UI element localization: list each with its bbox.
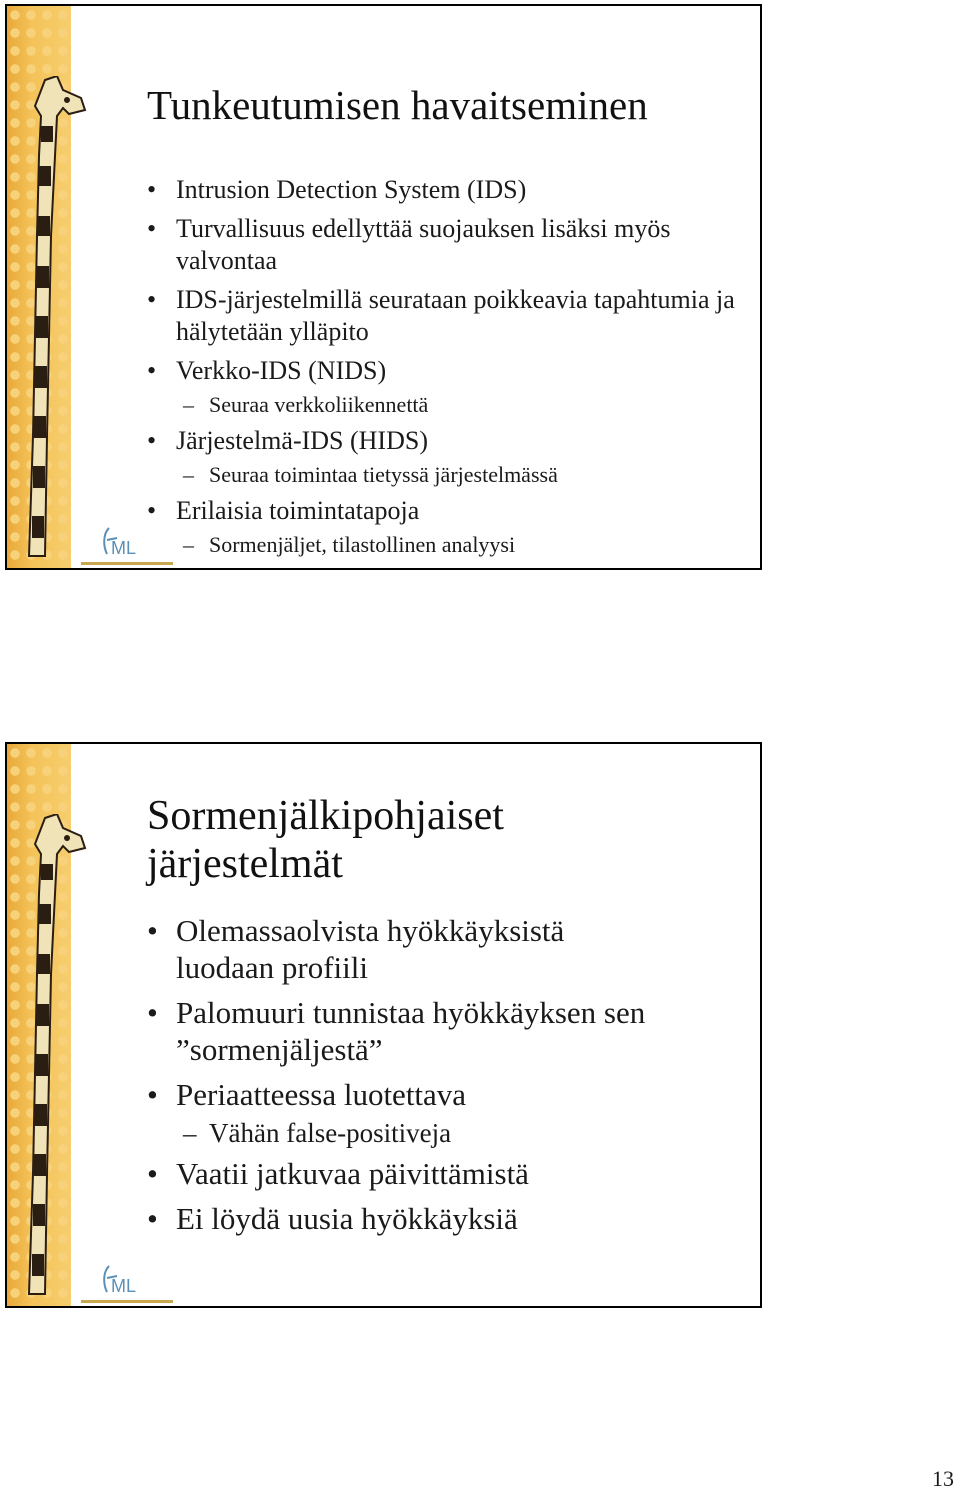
slide-2: [5, 742, 762, 1308]
list-item: • Erilaisia toimintatapoja: [147, 495, 747, 527]
list-item: • Olemassaolvista hyökkäyksistä luodaan profiili: [147, 912, 656, 986]
list-item: • IDS-järjestelmillä seurataan poikkeavia tapahtumia ja hälytetään ylläpito: [147, 284, 747, 348]
slide-title: Sormenjälkipohjaiset järjestelmät: [147, 793, 504, 887]
list-item: • Palomuuri tunnistaa hyökkäyksen sen ”sormenjäljestä”: [147, 994, 736, 1068]
giraffe-icon: [11, 76, 91, 570]
list-item: – Seuraa toimintaa tietyssä järjestelmässä: [147, 461, 747, 489]
bullet-list: [147, 174, 747, 565]
list-item: • Verkko-IDS (NIDS): [147, 355, 747, 387]
list-item: • Intrusion Detection System (IDS): [147, 174, 747, 206]
list-item: – Seuraa verkkoliikennettä: [147, 391, 747, 419]
svg-text:ML: ML: [111, 1276, 137, 1296]
tml-logo-icon: [77, 1262, 177, 1308]
slide-1: [5, 4, 762, 570]
giraffe-icon: [11, 814, 91, 1308]
list-item: • Periaatteessa luotettava: [147, 1076, 747, 1113]
slide-title: Tunkeutumisen havaitseminen: [147, 82, 648, 128]
list-item: • Turvallisuus edellyttää suojauksen lisäksi myös valvontaa: [147, 213, 747, 277]
list-item: • Ei löydä uusia hyökkäyksiä: [147, 1200, 747, 1237]
list-item: – Sormenjäljet, tilastollinen analyysi: [147, 531, 747, 559]
list-item: • Järjestelmä-IDS (HIDS): [147, 425, 747, 457]
page-number: 13: [932, 1466, 954, 1491]
list-item: • Vaatii jatkuvaa päivittämistä: [147, 1155, 747, 1192]
bullet-list: [147, 912, 747, 1245]
svg-text:ML: ML: [111, 538, 137, 558]
list-item: – Vähän false-positiveja: [147, 1117, 747, 1149]
